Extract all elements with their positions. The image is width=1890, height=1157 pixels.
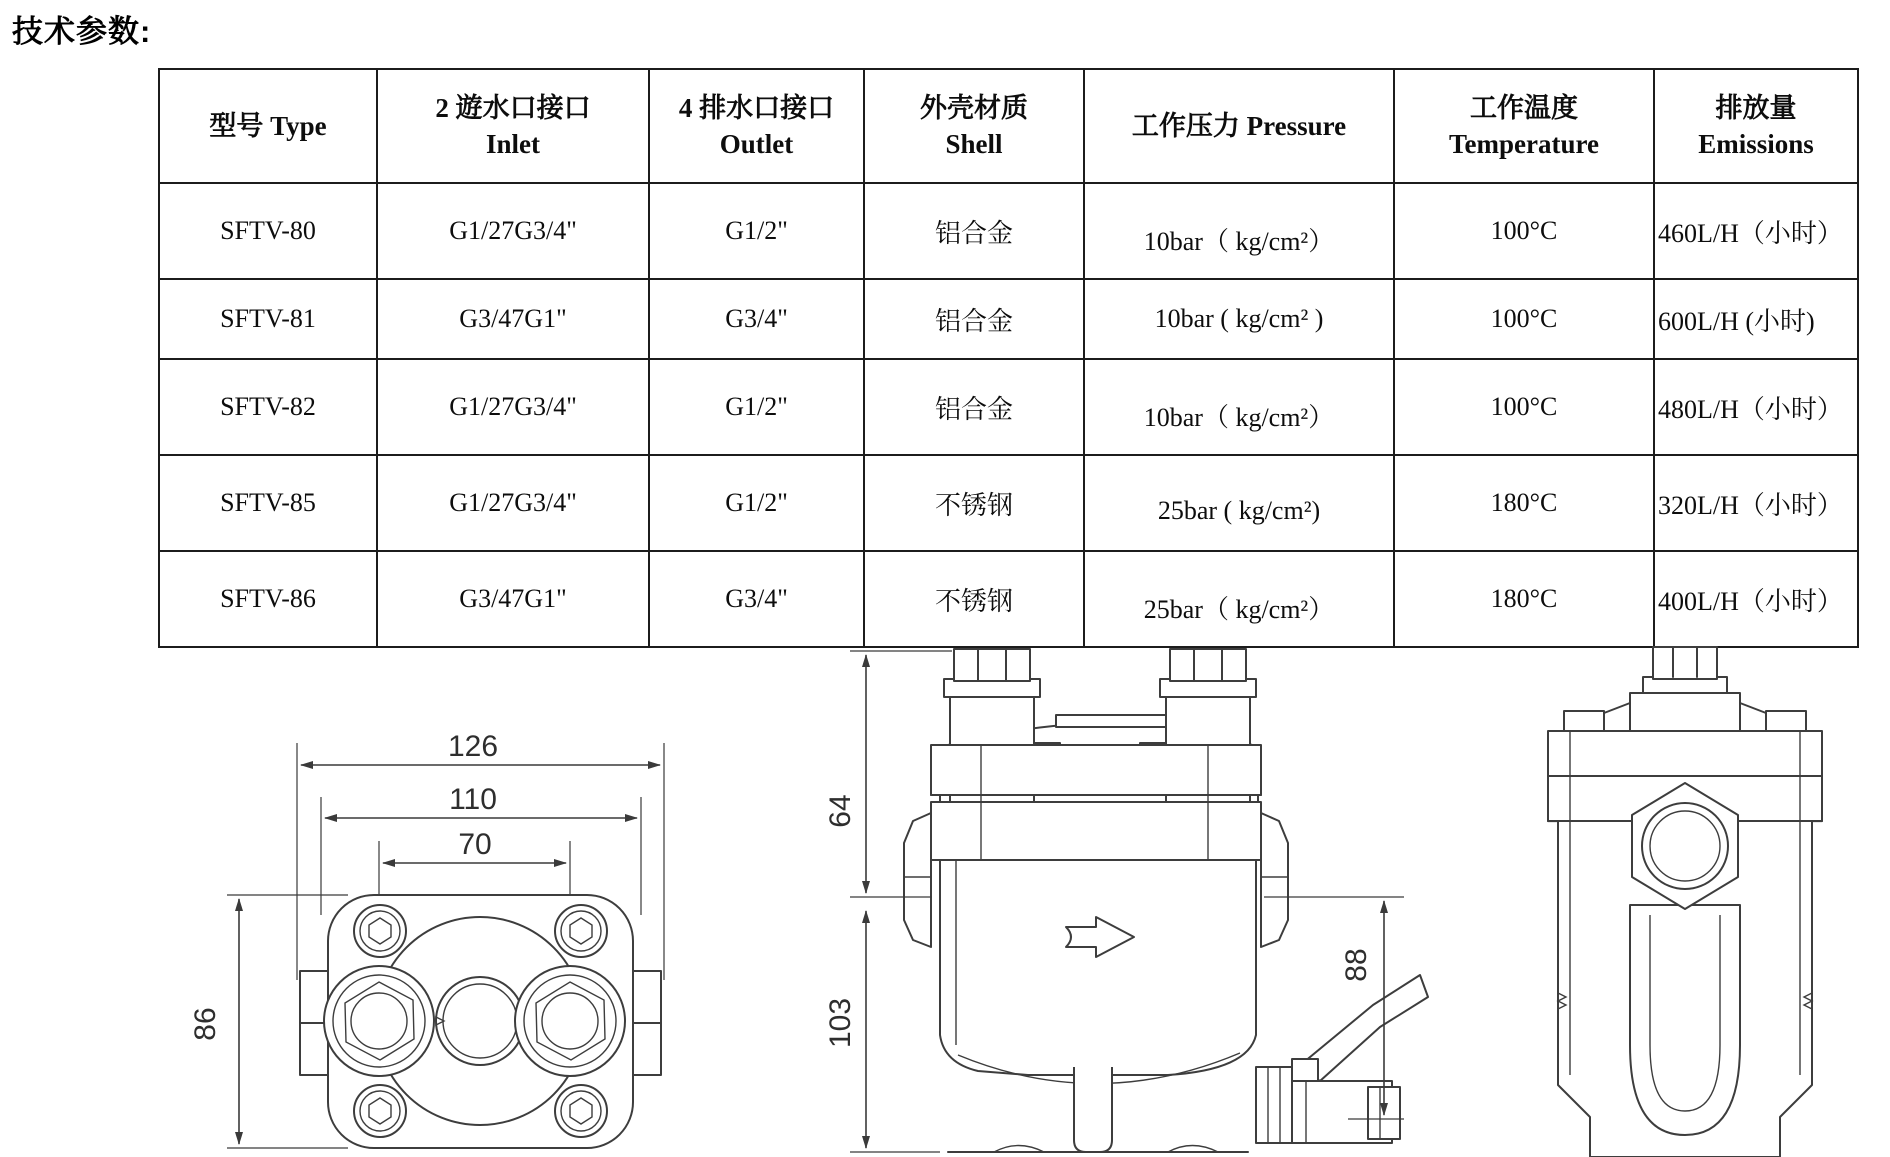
hex-bolt-icon [944, 649, 1040, 697]
cell-pressure: 10bar ( kg/cm² ) [1084, 279, 1394, 359]
col-header-inlet: 2 遊水口接口 Inlet [377, 69, 649, 183]
hex-bolt-icon [1160, 649, 1256, 697]
cell-outlet: G3/4" [649, 551, 864, 647]
corner-bolt-hole [354, 1085, 406, 1137]
technical-drawings [0, 600, 1890, 1157]
cell-emissions: 400L/H（小时） [1654, 551, 1858, 647]
page-title: 技术参数: [12, 14, 152, 49]
cell-inlet: G3/47G1" [377, 551, 649, 647]
dimension-label: 70 [458, 828, 492, 861]
cell-shell: 铝合金 [864, 183, 1084, 279]
dimension-label: 64 [824, 794, 857, 828]
center-port [436, 977, 524, 1065]
cell-type: SFTV-80 [159, 183, 377, 279]
float-strap [1630, 905, 1740, 1135]
side-view-drawing [1540, 615, 1860, 1157]
outlet-port [515, 966, 625, 1076]
cell-type: SFTV-86 [159, 551, 377, 647]
cell-temperature: 180°C [1394, 455, 1654, 551]
outlet-boss [1261, 813, 1288, 947]
cell-emissions: 320L/H（小时） [1654, 455, 1858, 551]
col-header-emissions: 排放量 Emissions [1654, 69, 1858, 183]
cell-outlet: G3/4" [649, 279, 864, 359]
cell-inlet: G1/27G3/4" [377, 183, 649, 279]
top-view-drawing [180, 615, 700, 1157]
cell-shell: 铝合金 [864, 279, 1084, 359]
corner-bolt-hole [555, 905, 607, 957]
col-header-outlet: 4 排水口接口 Outlet [649, 69, 864, 183]
hex-bolt-icon [1643, 647, 1727, 693]
corner-bolt-hole [555, 1085, 607, 1137]
table-row [159, 279, 1858, 359]
cell-outlet: G1/2" [649, 183, 864, 279]
table-row [159, 455, 1858, 551]
cell-temperature: 100°C [1394, 183, 1654, 279]
cell-type: SFTV-81 [159, 279, 377, 359]
cell-outlet: G1/2" [649, 359, 864, 455]
cell-pressure: 25bar ( kg/cm²) [1084, 455, 1394, 551]
cell-inlet: G1/27G3/4" [377, 359, 649, 455]
cell-type: SFTV-85 [159, 455, 377, 551]
cell-outlet: G1/2" [649, 455, 864, 551]
cell-shell: 不锈钢 [864, 551, 1084, 647]
cell-emissions: 600L/H (小时) [1654, 279, 1858, 359]
cell-shell: 不锈钢 [864, 455, 1084, 551]
cell-temperature: 100°C [1394, 279, 1654, 359]
front-view-drawing [824, 615, 1428, 1157]
inlet-port [324, 966, 434, 1076]
header-row [159, 69, 1858, 183]
table-row [159, 359, 1858, 455]
cell-shell: 铝合金 [864, 359, 1084, 455]
cell-temperature: 180°C [1394, 551, 1654, 647]
col-header-temperature: 工作温度 Temperature [1394, 69, 1654, 183]
cell-pressure: 25bar（ kg/cm²） [1084, 551, 1394, 647]
cell-pressure: 10bar（ kg/cm²） [1084, 183, 1394, 279]
cell-pressure: 10bar（ kg/cm²） [1084, 359, 1394, 455]
cell-temperature: 100°C [1394, 359, 1654, 455]
dimension-label: 88 [1340, 948, 1373, 982]
dimension-label: 126 [447, 730, 499, 763]
col-header-type: 型号 Type [159, 69, 377, 183]
col-header-pressure: 工作压力 Pressure [1084, 69, 1394, 183]
spec-table [158, 68, 1859, 648]
inlet-boss [904, 813, 931, 947]
cell-inlet: G3/47G1" [377, 279, 649, 359]
cell-type: SFTV-82 [159, 359, 377, 455]
cell-emissions: 460L/H（小时） [1654, 183, 1858, 279]
cell-emissions: 480L/H（小时） [1654, 359, 1858, 455]
dimension-label: 110 [449, 783, 497, 816]
table-row [159, 183, 1858, 279]
dimension-label: 86 [189, 1007, 222, 1041]
col-header-shell: 外壳材质 Shell [864, 69, 1084, 183]
dimension-label: 103 [824, 997, 857, 1049]
drain-ball-valve [1256, 975, 1428, 1143]
corner-bolt-hole [354, 905, 406, 957]
cell-inlet: G1/27G3/4" [377, 455, 649, 551]
